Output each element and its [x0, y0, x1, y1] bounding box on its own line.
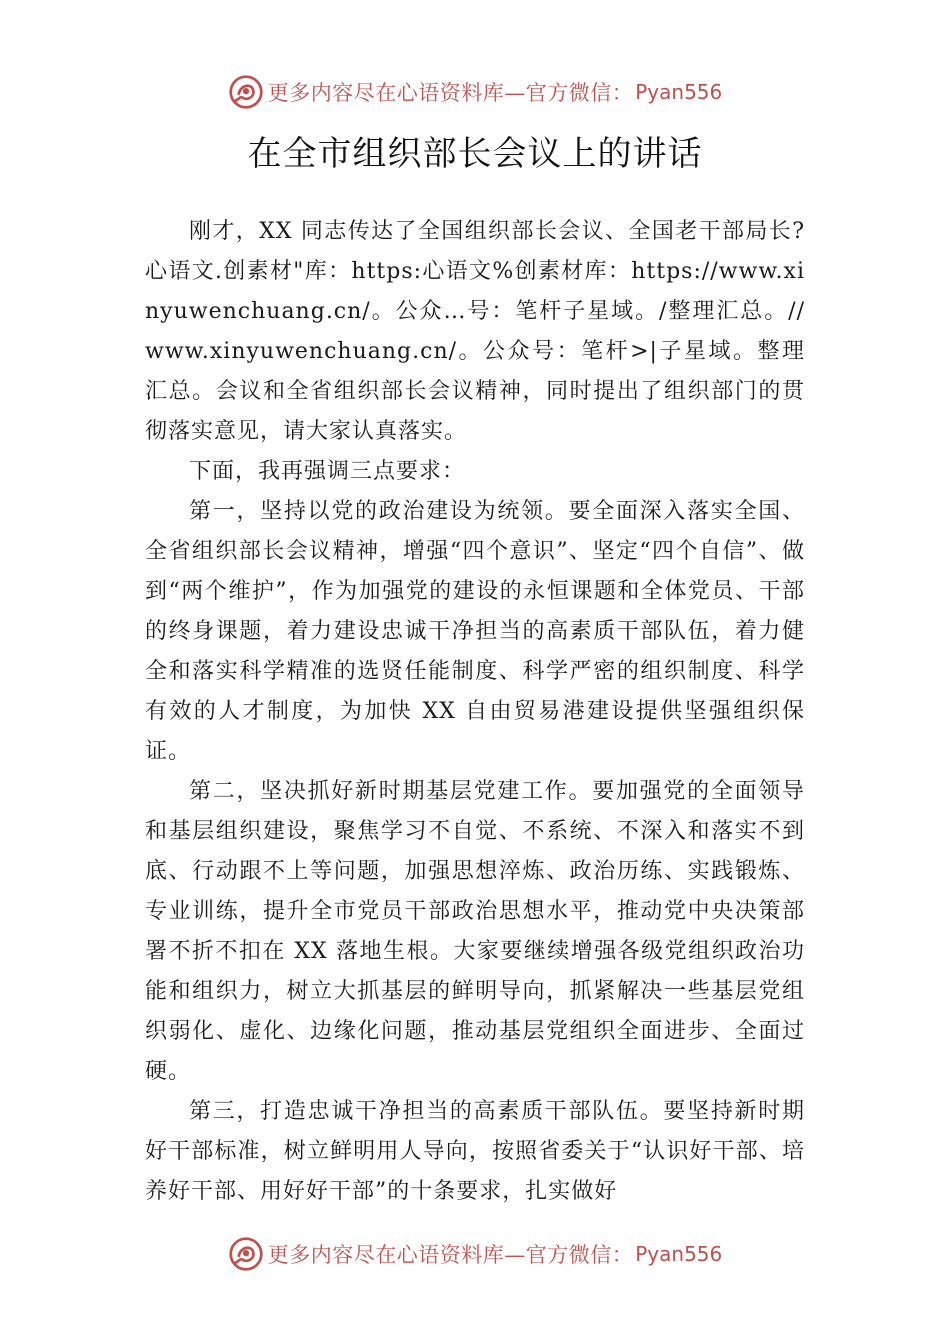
- paragraph-second-point: 第二，坚决抓好新时期基层党建工作。要加强党的全面领导和基层组织建设，聚焦学习不自觉、不系统、不深入和落实不到底、行动跟不上等问题，加强思想淬炼、政治历练、实践锻炼、专业训练，提升全市党员干部政治思想水平，推动党中央决策部署不折不扣在 XX 落地生根。大家要继续增强各级党组织政治功能和组织力，树立大抓基层的鲜明导向，抓紧解决一些基层党组织弱化、虚化、边缘化问题，推动基层党组织全面进步、全面过硬。: [145, 779, 805, 1084]
- paragraph-intro: 刚才，XX 同志传达了全国组织部长会议、全国老干部局长?心语文.创素材"库：https:心语文%创素材库：https://www.xinyuwenchuang.cn/。公众…号：笔杆子星域。/整理汇总。//www.xinyuwenchuang.cn/。公众号：笔杆>|子星域。整理汇总。会议和全省组织部长会议精神，同时提出了组织部门的贯彻落实意见，请大家认真落实。: [145, 219, 805, 444]
- paragraph-third-point: 第三，打造忠诚干净担当的高素质干部队伍。要坚持新时期好干部标准，树立鲜明用人导向，按照省委关于“认识好干部、培养好干部、用好好干部”的十条要求，扎实做好: [145, 1099, 805, 1204]
- footer-banner: [0, 1234, 950, 1274]
- header-wechat-id: Pyan556: [635, 80, 723, 104]
- paragraph-first-point: 第一，坚持以党的政治建设为统领。要全面深入落实全国、全省组织部长会议精神，增强“四个意识”、坚定“四个自信”、做到“两个维护”，作为加强党的建设的永恒课题和全体党员、干部的终身课题，着力建设忠诚干净担当的高素质干部队伍，着力健全和落实科学精准的选贤任能制度、科学严密的组织制度、科学有效的人才制度，为加快 XX 自由贸易港建设提供坚强组织保证。: [145, 499, 805, 764]
- header-banner-text: 更多内容尽在心语资料库—官方微信：: [267, 81, 634, 105]
- paragraph-transition: 下面，我再强调三点要求：: [189, 459, 466, 484]
- footer-banner-text: 更多内容尽在心语资料库—官方微信：: [267, 1243, 634, 1267]
- document-title: 在全市组织部长会议上的讲话: [247, 134, 703, 174]
- header-banner: [0, 72, 950, 112]
- flower-seal-logo-icon: [228, 74, 264, 110]
- footer-wechat-id: Pyan556: [635, 1242, 723, 1266]
- document-body: [145, 212, 805, 1212]
- flower-seal-logo-icon: [228, 1236, 264, 1272]
